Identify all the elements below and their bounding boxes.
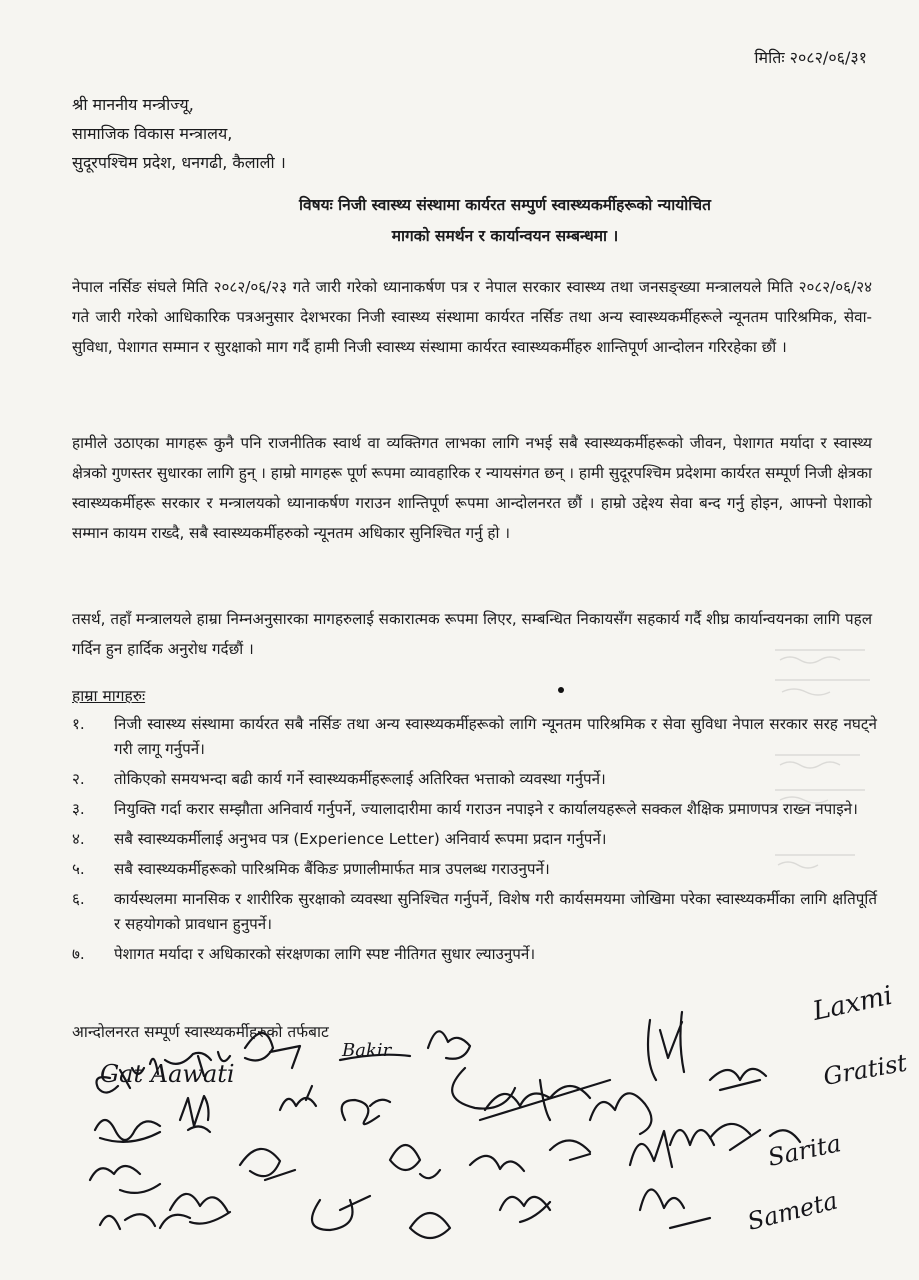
demand-item: [72, 887, 877, 937]
body-paragraph-3: तसर्थ, तहाँ मन्त्रालयले हाम्रा निम्नअनुसारका मागहरुलाई सकारात्मक रूपमा लिएर, सम्बन्धित निकायसँग सहकार्य गर्दै शीघ्र कार्यान्वयनका लागि पहल गर्दिन हुन हार्दिक अनुरोध गर्दछौं ।: [72, 610, 872, 658]
signature: [670, 1130, 714, 1145]
signature: [312, 1196, 370, 1230]
demand-number: ४.: [72, 830, 85, 848]
demand-number: ५.: [72, 860, 85, 878]
signature: [452, 1068, 515, 1109]
body-paragraph-2: हामीले उठाएका मागहरू कुनै पनि राजनीतिक स्वार्थ वा व्यक्तिगत लाभका लागि नभई सबै स्वास्थ्यकर्मीहरूको जीवन, पेशागत मर्यादा र स्वास्थ्य क्षेत्रको गुणस्तर सुधारका लागि हुन् । हाम्रो मागहरू पूर्ण रूपमा व्यावहारिक र न्यायसंगत छन् । हामी सुदूरपश्चिम प्रदेशमा कार्यरत सम्पूर्ण निजी क्षेत्रका स्वास्थ्यकर्मीहरू सरकार र मन्त्रालयको ध्यानाकर्षण गराउन शान्तिपूर्ण रूपमा आन्दोलनरत छौं । हाम्रो उद्देश्य सेवा बन्द गर्नु होइन, आफ्नो पेशाको सम्मान कायम राख्दै, सबै स्वास्थ्यकर्मीहरुको न्यूनतम अधिकार सुनिश्चित गर्नु हो ।: [72, 434, 872, 542]
demand-text: सबै स्वास्थ्यकर्मीलाई अनुभव पत्र (Experience Letter) अनिवार्य रूपमा प्रदान गर्नुपर्ने।: [114, 830, 607, 848]
demand-item: [72, 797, 877, 822]
signature: [170, 1194, 230, 1224]
signature: [500, 1197, 550, 1222]
signature-text: Gat Aawati: [100, 1060, 235, 1088]
demand-number: १.: [72, 715, 85, 733]
signature: [90, 1166, 160, 1193]
demand-item: [72, 767, 877, 792]
bleed-through-marks: [770, 640, 880, 910]
signature: [390, 1145, 440, 1178]
signature: [648, 1012, 684, 1080]
demand-number: ६.: [72, 890, 85, 908]
demands-list: [72, 712, 877, 972]
signature-text: Sarita: [765, 1129, 844, 1172]
signatures-area: [70, 960, 919, 1280]
signature: [640, 1189, 710, 1228]
subject-heading: [190, 190, 820, 252]
subject-line: विषयः निजी स्वास्थ्य संस्थामा कार्यरत सम्पुर्ण स्वास्थ्यकर्मीहरूको न्यायोचित: [299, 196, 711, 214]
demand-number: २.: [72, 770, 85, 788]
signoff-line: आन्दोलनरत सम्पूर्ण स्वास्थ्यकर्मीहरुको तर्फबाट: [72, 1023, 329, 1041]
demand-text: नियुक्ति गर्दा करार सम्झौता अनिवार्य गर्नुपर्ने, ज्यालादारीमा कार्य गराउन नपाइने र कार्यालयहरूले सक्कल शैक्षिक प्रमाणपत्र राख्न नपाइने।: [114, 800, 858, 818]
addressee-line: सामाजिक विकास मन्त्रालय,: [72, 124, 233, 143]
demand-item: [72, 827, 877, 852]
body-paragraph-1: नेपाल नर्सिङ संघले मिति २०८२/०६/२३ गते जारी गरेको ध्यानाकर्षण पत्र र नेपाल सरकार स्वास्थ्य तथा जनसङ्ख्या मन्त्रालयले मिति २०८२/०६/२४ गते जारी गरेको आधिकारिक पत्रअनुसार देशभरका निजी स्वास्थ्य संस्थामा कार्यरत नर्सिङ तथा अन्य स्वास्थ्यकर्मीहरूले न्यूनतम पारिश्रमिक, सेवा-सुविधा, पेशागत सम्मान र सुरक्षाको माग गर्दै हामी निजी स्वास्थ्य संस्थामा कार्यरत स्वास्थ्यकर्मीहरु शान्तिपूर्ण आन्दोलन गरिरहेका छौं ।: [72, 278, 872, 356]
addressee-line: सुदूरपश्चिम प्रदेश, धनगढी, कैलाली ।: [72, 153, 286, 172]
signature: [470, 1156, 524, 1171]
signature: [342, 1100, 390, 1124]
signature: [710, 1069, 766, 1090]
signature: [280, 1086, 316, 1110]
letter-date: मितिः २०८२/०६/३१: [754, 48, 867, 67]
addressee-block: [72, 90, 286, 177]
signature: [95, 1120, 160, 1142]
ink-dot: [558, 687, 564, 693]
demand-number: ७.: [72, 945, 85, 963]
signature: [428, 1031, 470, 1058]
signature: [240, 1149, 295, 1180]
demand-text: कार्यस्थलमा मानसिक र शारीरिक सुरक्षाको व्यवस्था सुनिश्चित गर्नुपर्ने, विशेष गरी कार्यसमयमा जोखिमा परेका स्वास्थ्यकर्मीका लागि क्षतिपूर्ति र सहयोगको प्रावधान हुनुपर्ने।: [114, 890, 877, 933]
signature-text: Sameta: [744, 1186, 841, 1236]
subject-line: मागको समर्थन र कार्यान्वयन सम्बन्धमा ।: [391, 227, 619, 245]
signature-text: Bakir: [342, 1040, 392, 1061]
signature: [590, 1093, 651, 1134]
demand-text: तोकिएको समयभन्दा बढी कार्य गर्ने स्वास्थ्यकर्मीहरूलाई अतिरिक्त भत्ताको व्यवस्था गर्नुपर्ने।: [114, 770, 606, 788]
signature: [410, 1213, 450, 1238]
signature-text: Gratist: [821, 1048, 909, 1091]
signature: [245, 1033, 300, 1068]
addressee-line: श्री माननीय मन्त्रीज्यू,: [72, 95, 194, 114]
demand-number: ३.: [72, 800, 85, 818]
demand-text: निजी स्वास्थ्य संस्थामा कार्यरत सबै नर्सिङ तथा अन्य स्वास्थ्यकर्मीहरूको लागि न्यूनतम पारिश्रमिक र सेवा सुविधा नेपाल सरकार सरह नघट्ने गरी लागू गर्नुपर्ने।: [114, 715, 877, 758]
demand-item: [72, 712, 877, 762]
demand-text: सबै स्वास्थ्यकर्मीहरूको पारिश्रमिक बैंकिङ प्रणालीमार्फत मात्र उपलब्ध गराउनुपर्ने।: [114, 860, 550, 878]
demands-title: हाम्रा मागहरुः: [72, 687, 146, 705]
signature: [550, 1140, 590, 1160]
signature: [100, 1214, 190, 1229]
signature: [630, 1131, 672, 1167]
signature: [480, 1080, 610, 1120]
demand-item: [72, 857, 877, 882]
signature-text: Laxmi: [810, 980, 896, 1027]
demand-text: पेशागत मर्यादा र अधिकारको संरक्षणका लागि स्पष्ट नीतिगत सुधार ल्याउनुपर्ने।: [114, 945, 536, 963]
signature: [180, 1096, 210, 1132]
